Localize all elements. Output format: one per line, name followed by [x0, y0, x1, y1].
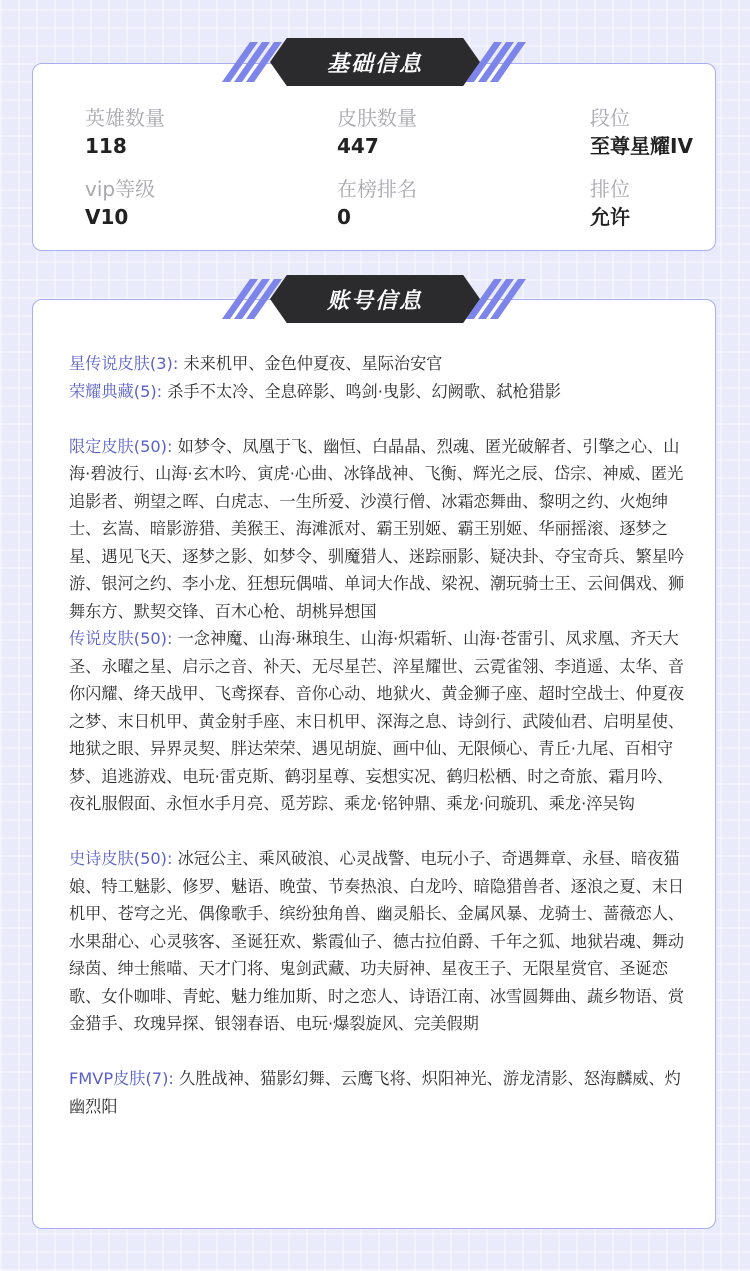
- account-info-card: [32, 299, 716, 1229]
- basic-info-banner: [270, 38, 480, 86]
- stat-value: 447: [337, 134, 379, 158]
- skin-section-epic: [69, 845, 689, 1038]
- stat-value: 至尊星耀IV: [590, 134, 693, 158]
- stat-label: 在榜排名: [337, 177, 417, 201]
- section-label: FMVP皮肤(7):: [69, 1069, 174, 1088]
- skin-section-glory-collection: [69, 378, 689, 406]
- stat-label: 皮肤数量: [337, 106, 417, 130]
- section-label: 星传说皮肤(3):: [69, 354, 179, 373]
- section-items: 杀手不太冷、全息碎影、鸣剑·曳影、幻阙歌、弑枪猎影: [167, 381, 561, 401]
- stat-vip-level: [85, 175, 155, 231]
- section-items: 冰冠公主、乘风破浪、心灵战警、电玩小子、奇遇舞章、永昼、暗夜猫娘、特工魅影、修罗、魅语、晚萤、节奏热浪、白龙吟、暗隐猎兽者、逐浪之夏、末日机甲、苍穹之光、偶像歌手、缤纷独角兽、幽灵船长、金属风暴、龙骑士、蔷薇恋人、水果甜心、心灵骇客、圣诞狂欢、紫霞仙子、德古拉伯爵、千年之狐、地狱岩魂、舞动绿茵、绅士熊喵、天才门将、鬼剑武藏、功夫厨神、星夜王子、无限星赏官、圣诞恋歌、女仆咖啡、青蛇、魅力维加斯、时之恋人、诗语江南、冰雪圆舞曲、蔬乡物语、赏金猎手、玫瑰异探、银翎春语、电玩·爆裂旋风、完美假期: [69, 849, 685, 1033]
- basic-info-card: [32, 63, 716, 251]
- stat-skin-count: [337, 104, 417, 160]
- section-title: 账号信息: [326, 288, 423, 314]
- section-items: 久胜战神、猫影幻舞、云鹰飞将、炽阳神光、游龙清影、怒海麟威、灼幽烈阳: [69, 1069, 681, 1116]
- section-title: 基础信息: [326, 51, 423, 77]
- stat-leaderboard-rank: [337, 175, 417, 231]
- stat-value: 0: [337, 205, 351, 229]
- stat-rank-tier: [590, 104, 693, 160]
- skin-section-legend: [69, 625, 689, 818]
- skin-section-fmvp: [69, 1065, 689, 1120]
- section-label: 限定皮肤(50):: [69, 436, 173, 456]
- skin-section-star-legend: [69, 350, 689, 378]
- stat-ranked-allowed: [590, 175, 630, 231]
- section-items: 如梦令、凤凰于飞、幽恒、白晶晶、烈魂、匿光破解者、引擎之心、山海·碧波行、山海·玄木吟、寅虎·心曲、冰锋战神、飞衡、辉光之辰、岱宗、神威、匿光追影者、朔望之晖、白虎志、一生所爱、沙漠行僧、冰霜恋舞曲、黎明之约、火炮绅士、玄嵩、暗影游猎、美猴王、海滩派对、霸王别姬、霸王别姬、华丽摇滚、逐梦之星、遇见飞天、逐梦之影、如梦令、驯魔猎人、迷踪丽影、疑决卦、夺宝奇兵、繁星吟游、银河之约、李小龙、狂想玩偶喵、单词大作战、梁祝、潮玩骑士王、云间偶戏、狮舞东方、默契交锋、百木心枪、胡桃异想国: [69, 436, 685, 621]
- stat-label: vip等级: [85, 177, 156, 201]
- stat-value: 允许: [590, 205, 630, 229]
- section-items: 一念神魔、山海·琳琅生、山海·炽霜斩、山海·苍雷引、凤求凰、齐天大圣、永曜之星、启示之音、补天、无尽星芒、淬星耀世、云霓雀翎、李逍遥、太华、音你闪耀、绛天战甲、飞鸢探春、音你心动、地狱火、黄金狮子座、超时空战士、仲夏夜之梦、末日机甲、黄金射手座、末日机甲、深海之息、诗剑行、武陵仙君、启明星使、地狱之眼、异界灵契、胖达荣荣、遇见胡旋、画中仙、无限倾心、青丘·九尾、百相守梦、追逃游戏、电玩·雷克斯、鹤羽星尊、妄想实况、鹤归松栖、时之奇旅、霜月吟、夜礼服假面、永恒水手月亮、觅芳踪、乘龙·铭钟鼎、乘龙·问璇玑、乘龙·淬吴钩: [69, 629, 685, 813]
- banner-stripes-icon: [480, 279, 514, 319]
- skin-list: [69, 350, 689, 1120]
- stat-label: 段位: [590, 106, 630, 130]
- section-label: 荣耀典藏(5):: [69, 381, 163, 401]
- section-label: 史诗皮肤(50):: [69, 849, 173, 868]
- stat-label: 英雄数量: [85, 106, 165, 130]
- stat-hero-count: [85, 104, 165, 160]
- account-info-banner: [270, 275, 480, 323]
- section-items: 未来机甲、金色仲夏夜、星际治安官: [183, 354, 443, 373]
- stat-value: V10: [85, 205, 129, 229]
- stat-label: 排位: [590, 177, 630, 201]
- stat-value: 118: [85, 134, 127, 158]
- banner-stripes-icon: [236, 279, 270, 319]
- banner-stripes-icon: [480, 42, 514, 82]
- section-label: 传说皮肤(50):: [69, 629, 173, 648]
- banner-stripes-icon: [236, 42, 270, 82]
- skin-section-limited: [69, 433, 689, 626]
